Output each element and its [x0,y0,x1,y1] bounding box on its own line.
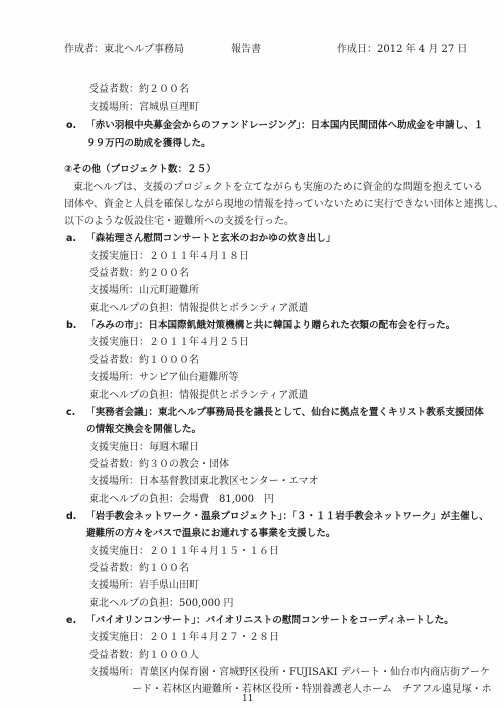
item-e-title: 「バイオリンコンサート」：バイオリニストの慰問コンサートをコーディネートした。 [86,615,454,626]
item-e-date: 支援実施日：２０１１年４月２７・２８日 [89,632,279,643]
item-a-burden: 東北ヘルプの負担：情報提供とボランティア派遣 [89,303,309,314]
item-d-burden: 東北ヘルプの負担：500,000 円 [89,598,234,609]
item-a-date: 支援実施日：２０１１年４月１８日 [89,251,249,262]
item-b-title: 「みみの市」：日本国際飢餓対策機構と共に韓国より贈られた衣類の配布会を行った。 [86,320,456,331]
item-c-burden: 東北ヘルプの負担：会場費 81,000 円 [89,494,274,505]
section-intro-3: 以下のような仮設住宅・避難所への支援を行った。 [64,216,294,227]
item-d-location: 支援場所：岩手県山田町 [89,580,199,591]
item-e-location-line1: 支援場所：青葉区内保育園・宮城野区役所・FUJISAKI デパート・仙台市内商店街アーケ [89,667,490,678]
item-b-location: 支援場所：サンピア仙台避難所等 [89,372,239,383]
top-location: 支援場所：宮城県亘理町 [89,102,199,113]
item-d-marker: d. [66,511,77,522]
section-title: ②その他（プロジェクト数：２５） [64,164,216,175]
item-d-line1: 「岩手教会ネットワーク・温泉プロジェクト」：「３・１１岩手教会ネットワーク」が主催し、 [86,511,489,522]
item-o-line2: ９９万円の助成を獲得した。 [86,138,211,149]
item-a-marker: a. [66,233,77,244]
item-o-marker: o. [66,120,77,131]
section-intro-2: 団体や、資金と人員を確保しながら現地の情報を持っていないために実行できない団体と連携し、 [64,199,504,210]
header-date: 作成日：2012 年 4 月 27 日 [337,44,468,55]
item-b-beneficiaries: 受益者数：約１０００名 [89,355,199,366]
section-intro-1: 東北ヘルプは、支援のプロジェクトを立てながらも実施のために資金的な問題を抱えている [73,182,483,193]
item-c-marker: c. [66,407,76,418]
item-a-location: 支援場所：山元町避難所 [89,285,199,296]
item-c-date: 支援実施日：毎週木曜日 [89,442,199,453]
item-c-location: 支援場所：日本基督教団東北教区センター・エマオ [89,476,319,487]
item-e-location-line2: ード・若林区内避難所・若林区役所・特別養護老人ホーム チアフル遠見塚・ホ [132,684,492,695]
item-a-beneficiaries: 受益者数：約２００名 [89,268,189,279]
page-number: 11 [242,694,254,704]
item-o-line1: 「赤い羽根中央募金会からのファンドレージング」：日本国内民間団体へ助成金を申請し、１ [86,120,484,131]
item-c-beneficiaries: 受益者数：約３０の教会・団体 [89,459,229,470]
item-e-marker: e. [66,615,77,626]
item-d-date: 支援実施日：２０１１年４月１５・１６日 [89,546,279,557]
item-c-line2: の情報交換会を開催した。 [86,424,202,435]
item-c-line1: 「実務者会議」：東北ヘルプ事務局長を議長として、仙台に拠点を置くキリスト教系支援団体 [86,407,484,418]
header-doc-type: 報告書 [231,44,261,55]
item-a-title: 「森祐理さん慰問コンサートと玄米のおかゆの炊き出し」 [86,233,336,244]
item-b-date: 支援実施日：２０１１年４月２５日 [89,337,249,348]
item-b-marker: b. [66,320,77,331]
header-author: 作成者：東北ヘルプ事務局 [64,44,184,55]
item-b-burden: 東北ヘルプの負担：情報提供とボランティア派遣 [89,390,309,401]
top-beneficiaries: 受益者数：約２００名 [89,84,189,95]
item-d-beneficiaries: 受益者数：約１００名 [89,563,189,574]
item-d-line2: 避難所の方々をバスで温泉にお連れする事業を支援した。 [86,528,336,539]
item-e-beneficiaries: 受益者数：約１０００人 [89,650,199,661]
